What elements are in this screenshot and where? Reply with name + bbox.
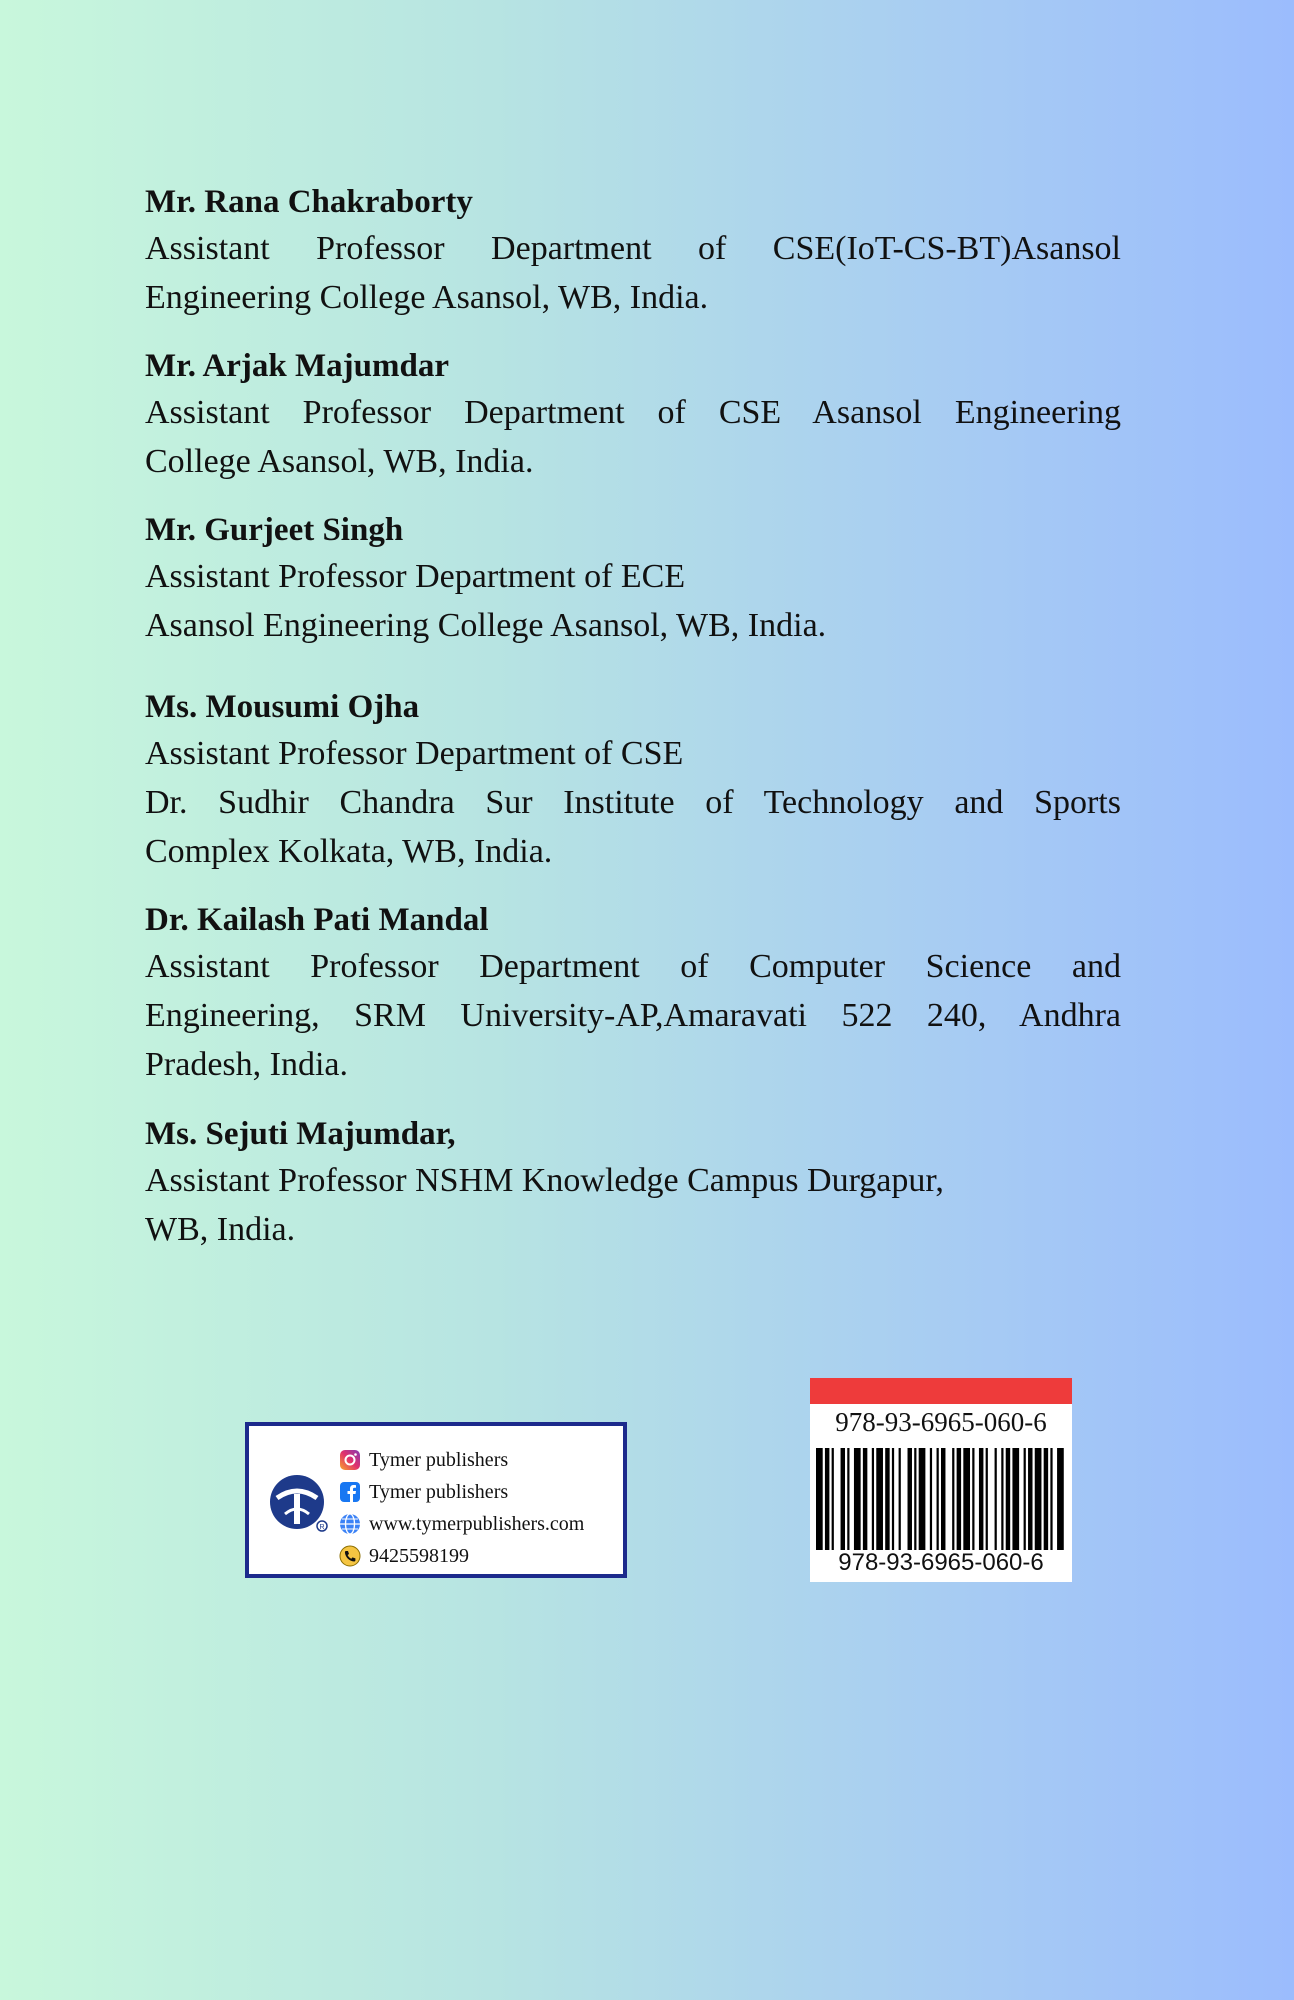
publisher-website-row[interactable] <box>339 1508 619 1540</box>
barcode-bar <box>885 1448 889 1550</box>
barcode-bar <box>1044 1448 1048 1550</box>
author-name: Mr. Arjak Majumdar <box>145 348 449 384</box>
author-affiliation-line: Assistant Professor Department of CSE(IoT-CS-BT)Asansol <box>145 230 1121 267</box>
barcode-bar <box>863 1448 867 1550</box>
barcode-bar <box>892 1448 894 1550</box>
author-affiliation-line: Asansol Engineering College Asansol, WB, India. <box>145 607 827 644</box>
author-name: Dr. Kailash Pati Mandal <box>145 902 489 938</box>
publisher-phone-text: 9425598199 <box>369 1544 469 1567</box>
barcode-bar <box>854 1448 861 1550</box>
author-affiliation-line: Assistant Professor Department of CSE Asansol Engineering <box>145 394 1121 431</box>
barcode-bar <box>832 1448 834 1550</box>
barcode-bar <box>930 1448 932 1550</box>
phone-icon <box>339 1545 361 1567</box>
author-affiliation-line: Engineering, SRM University-AP,Amaravati 522 240, Andhra <box>145 997 1121 1034</box>
isbn-bottom-label: 978-93-6965-060-6 <box>838 1549 1044 1576</box>
author-entry <box>145 508 1121 650</box>
barcode-price-bar <box>810 1378 1072 1404</box>
instagram-icon <box>339 1449 361 1471</box>
barcode-bar <box>979 1448 983 1550</box>
author-affiliation-line: College Asansol, WB, India. <box>145 443 534 480</box>
barcode-bar <box>1006 1448 1010 1550</box>
barcode-bar <box>1028 1448 1032 1550</box>
barcode-bar <box>952 1448 954 1550</box>
barcode-bar <box>899 1448 901 1550</box>
barcode-bar <box>1050 1448 1052 1550</box>
author-affiliation-line: Assistant Professor Department of ECE <box>145 558 686 595</box>
publisher-info-box <box>245 1422 627 1578</box>
author-affiliation-line: WB, India. <box>145 1211 296 1248</box>
publisher-facebook-text: Tymer publishers <box>369 1480 509 1503</box>
barcode-bar <box>1012 1448 1019 1550</box>
author-name: Ms. Sejuti Majumdar, <box>145 1116 456 1152</box>
publisher-contact-list <box>339 1444 619 1572</box>
barcode-bar <box>876 1448 883 1550</box>
author-affiliation-line: Dr. Sudhir Chandra Sur Institute of Technology and Sports <box>145 784 1121 821</box>
svg-text:R: R <box>319 1524 325 1531</box>
author-affiliation-line: Assistant Professor Department of Computer Science and <box>145 948 1121 985</box>
barcode-bar <box>972 1448 974 1550</box>
barcode-bar <box>908 1448 912 1550</box>
author-entry <box>145 344 1121 486</box>
isbn-top-label: 978-93-6965-060-6 <box>835 1407 1047 1437</box>
author-affiliation-line: Assistant Professor NSHM Knowledge Campus Durgapur, <box>145 1162 944 1199</box>
author-affiliation-line: Complex Kolkata, WB, India. <box>145 833 553 870</box>
barcode-bar <box>937 1448 939 1550</box>
barcode-bar <box>1057 1448 1064 1550</box>
barcode-bar <box>825 1448 829 1550</box>
barcode-bar <box>963 1448 970 1550</box>
author-affiliation-line: Engineering College Asansol, WB, India. <box>145 279 709 316</box>
publisher-facebook-row[interactable] <box>339 1476 619 1508</box>
barcode-bar <box>847 1448 849 1550</box>
isbn-barcode <box>810 1378 1072 1582</box>
barcode-bar <box>919 1448 926 1550</box>
author-entry <box>145 685 1121 876</box>
barcode-bar <box>914 1448 916 1550</box>
author-entry <box>145 898 1121 1089</box>
author-name: Mr. Rana Chakraborty <box>145 184 473 220</box>
barcode-bar <box>1024 1448 1026 1550</box>
barcode-bar <box>941 1448 945 1550</box>
barcode-bar <box>841 1448 845 1550</box>
barcode-bars <box>816 1448 1066 1550</box>
author-affiliation-line: Assistant Professor Department of CSE <box>145 735 684 772</box>
globe-icon <box>339 1513 361 1535</box>
author-name: Mr. Gurjeet Singh <box>145 512 404 548</box>
author-name: Ms. Mousumi Ojha <box>145 689 420 725</box>
author-affiliation-line: Pradesh, India. <box>145 1046 349 1083</box>
author-entry <box>145 1112 1121 1254</box>
publisher-phone-row[interactable] <box>339 1540 619 1572</box>
barcode-bar <box>995 1448 997 1550</box>
facebook-icon <box>339 1481 361 1503</box>
author-entry <box>145 180 1121 322</box>
barcode-bar <box>1001 1448 1003 1550</box>
barcode-bar <box>986 1448 988 1550</box>
tymer-logo <box>269 1474 329 1534</box>
publisher-website-text: www.tymerpublishers.com <box>369 1512 585 1535</box>
barcode-bar <box>957 1448 961 1550</box>
publisher-instagram-row[interactable] <box>339 1444 619 1476</box>
publisher-instagram-text: Tymer publishers <box>369 1448 509 1471</box>
barcode-bar <box>1035 1448 1042 1550</box>
barcode-bar <box>816 1448 823 1550</box>
barcode-bar <box>872 1448 874 1550</box>
